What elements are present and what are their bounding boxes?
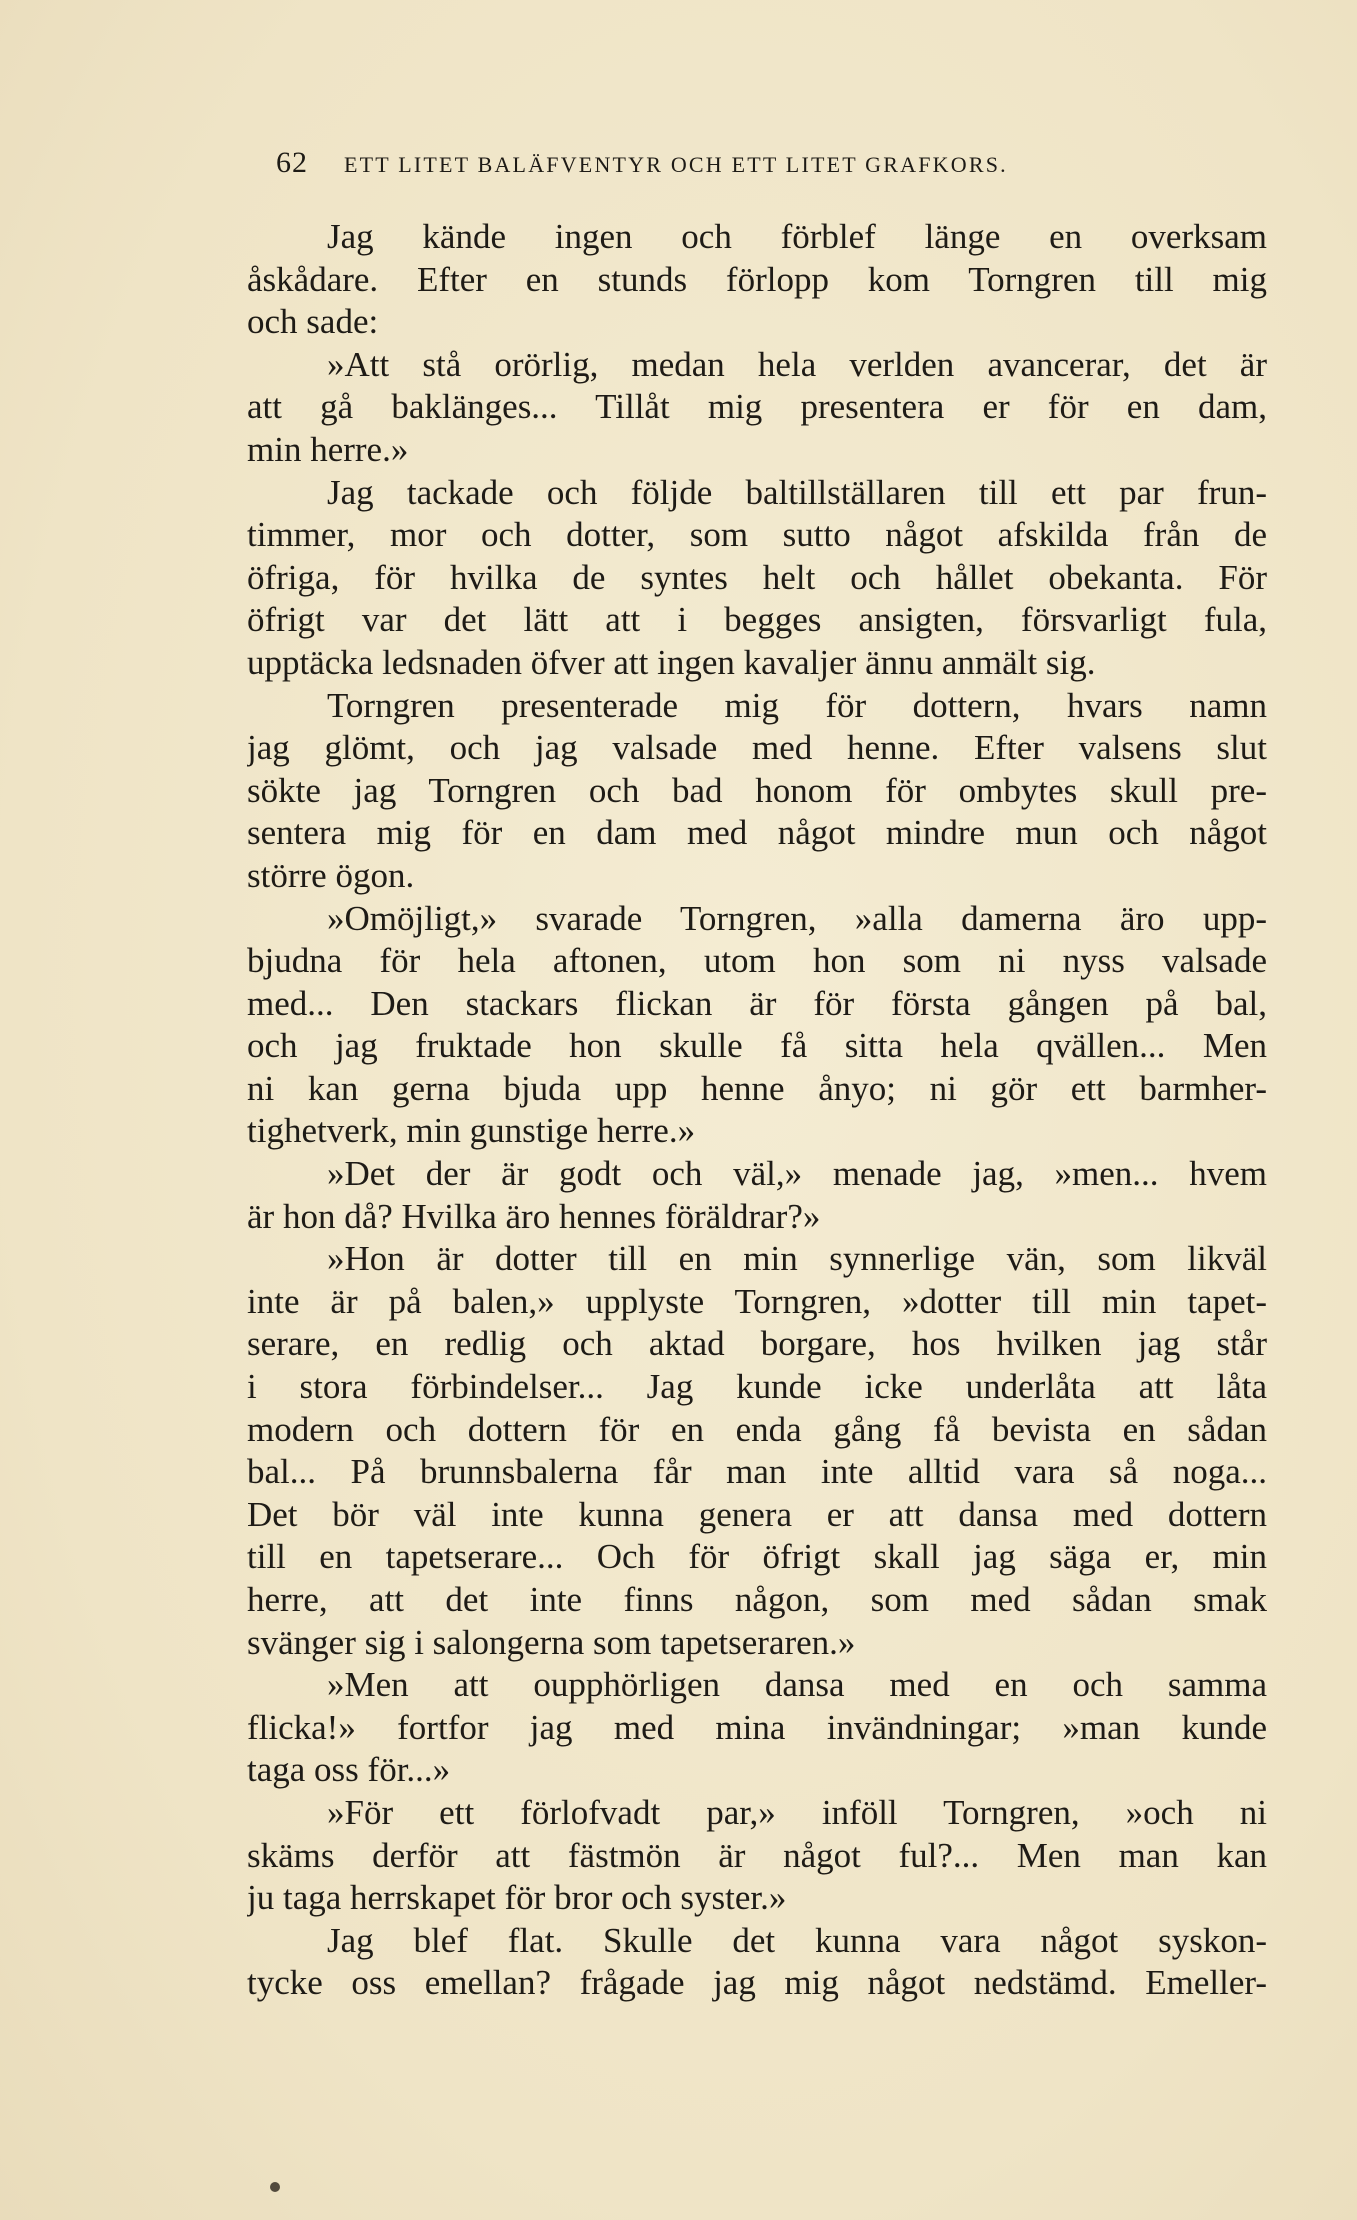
- text-line-content: i stora förbindelser... Jag kunde icke underlåta att låta: [247, 1367, 1267, 1407]
- text-line: [247, 301, 1267, 344]
- text-line-content: och jag fruktade hon skulle få sitta hela qvällen... Men: [247, 1026, 1267, 1066]
- text-line-content: »Men att oupphörligen dansa med en och samma: [327, 1665, 1267, 1705]
- text-line: [247, 1792, 1267, 1835]
- text-line-content: timmer, mor och dotter, som sutto något afskilda från de: [247, 515, 1267, 555]
- text-line: [247, 940, 1267, 983]
- text-line-content: tighetverk, min gunstige herre.»: [247, 1111, 696, 1151]
- text-line: [247, 1494, 1267, 1537]
- text-line: [247, 429, 1267, 472]
- text-line-content: sökte jag Torngren och bad honom för ombytes skull pre-: [247, 770, 1267, 810]
- text-line-content: taga oss för...»: [247, 1750, 451, 1790]
- text-line-content: ni kan gerna bjuda upp henne ånyo; ni gör ett barmher-: [247, 1068, 1267, 1108]
- text-line: [247, 599, 1267, 642]
- text-line-content: serare, en redlig och aktad borgare, hos hvilken jag står: [247, 1324, 1267, 1364]
- text-line-content: flicka!» fortfor jag med mina invändningar; »man kunde: [247, 1707, 1267, 1747]
- text-line-content: jag glömt, och jag valsade med henne. Efter valsens slut: [247, 728, 1267, 768]
- text-line: [247, 1536, 1267, 1579]
- text-line-content: sentera mig för en dam med något mindre mun och något: [247, 813, 1267, 853]
- text-line: [247, 1579, 1267, 1622]
- text-line-content: Jag blef flat. Skulle det kunna vara något syskon-: [327, 1920, 1267, 1960]
- text-line-content: bal... På brunnsbalerna får man inte alltid vara så noga...: [247, 1452, 1267, 1492]
- ink-speck: [270, 2182, 280, 2192]
- running-head: ETT LITET BALÄFVENTYR OCH ETT LITET GRAFKORS.: [344, 152, 1008, 177]
- text-line: [247, 1196, 1267, 1239]
- page-number: 62: [276, 146, 308, 179]
- text-line-content: Jag kände ingen och förblef länge en overksam: [327, 217, 1267, 256]
- text-line: [247, 855, 1267, 898]
- text-line: [247, 386, 1267, 429]
- text-line-content: »Det der är godt och väl,» menade jag, »men... hvem: [327, 1154, 1267, 1194]
- text-line: [247, 1153, 1267, 1196]
- text-line: [247, 1068, 1267, 1111]
- text-line-content: åskådare. Efter en stunds förlopp kom Torngren till mig: [247, 259, 1267, 299]
- text-line: [247, 898, 1267, 941]
- text-line: [247, 685, 1267, 728]
- text-line: [247, 1877, 1267, 1920]
- text-line-content: Jag tackade och följde baltillställaren till ett par frun-: [327, 472, 1267, 512]
- text-line: [247, 1366, 1267, 1409]
- text-line-content: ju taga herrskapet för bror och syster.»: [247, 1878, 787, 1918]
- text-line: [247, 1664, 1267, 1707]
- text-line-content: »För ett förlofvadt par,» inföll Torngren, »och ni: [327, 1792, 1267, 1832]
- body-text: [247, 216, 1267, 2005]
- text-line: [247, 557, 1267, 600]
- text-line-content: »Att stå orörlig, medan hela verlden avancerar, det är: [327, 344, 1267, 384]
- text-line: [247, 812, 1267, 855]
- text-line-content: att gå baklänges... Tillåt mig presentera er för en dam,: [247, 387, 1267, 427]
- text-line-content: Det bör väl inte kunna genera er att dansa med dottern: [247, 1494, 1267, 1534]
- text-line-content: svänger sig i salongerna som tapetseraren.»: [247, 1622, 856, 1662]
- text-line: [247, 1110, 1267, 1153]
- text-line-content: med... Den stackars flickan är för första gången på bal,: [247, 983, 1267, 1023]
- text-line-content: öfriga, för hvilka de syntes helt och hållet obekanta. För: [247, 557, 1267, 597]
- text-line: [247, 642, 1267, 685]
- text-line-content: »Hon är dotter till en min synnerlige vän, som likväl: [327, 1239, 1267, 1279]
- text-line: [247, 514, 1267, 557]
- text-line-content: till en tapetserare... Och för öfrigt skall jag säga er, min: [247, 1537, 1267, 1577]
- text-line: [247, 472, 1267, 515]
- text-line-content: skäms derför att fästmön är något ful?... Men man kan: [247, 1835, 1267, 1875]
- text-line: [247, 1281, 1267, 1324]
- text-line-content: Torngren presenterade mig för dottern, hvars namn: [327, 685, 1267, 725]
- text-line: [247, 1920, 1267, 1963]
- text-line-content: herre, att det inte finns någon, som med sådan smak: [247, 1580, 1267, 1619]
- text-line-content: inte är på balen,» upplyste Torngren, »dotter till min tapet-: [247, 1281, 1267, 1321]
- text-line: [247, 1323, 1267, 1366]
- text-line-content: och sade:: [247, 302, 379, 342]
- text-line-content: upptäcka ledsnaden öfver att ingen kavaljer ännu anmält sig.: [247, 642, 1096, 682]
- text-line: [247, 344, 1267, 387]
- text-line: [247, 770, 1267, 813]
- text-line: [247, 983, 1267, 1026]
- page-header: [276, 146, 1236, 186]
- text-line: [247, 1409, 1267, 1452]
- text-line: [247, 1962, 1267, 2005]
- text-line: [247, 1707, 1267, 1750]
- text-line-content: är hon då? Hvilka äro hennes föräldrar?»: [247, 1196, 821, 1236]
- text-line: [247, 727, 1267, 770]
- text-line: [247, 1622, 1267, 1665]
- text-line-content: bjudna för hela aftonen, utom hon som ni nyss valsade: [247, 941, 1267, 981]
- text-line-content: större ögon.: [247, 855, 415, 895]
- text-line-content: »Omöjligt,» svarade Torngren, »alla damerna äro upp-: [327, 898, 1267, 938]
- text-line: [247, 259, 1267, 302]
- text-line: [247, 1025, 1267, 1068]
- text-line: [247, 1835, 1267, 1878]
- text-line: [247, 1238, 1267, 1281]
- text-line-content: modern och dottern för en enda gång få bevista en sådan: [247, 1409, 1267, 1449]
- text-line: [247, 1749, 1267, 1792]
- text-line-content: tycke oss emellan? frågade jag mig något nedstämd. Emeller-: [247, 1963, 1267, 2003]
- text-line: [247, 1451, 1267, 1494]
- text-line-content: öfrigt var det lätt att i begges ansigten, försvarligt fula,: [247, 600, 1267, 640]
- text-line: [247, 216, 1267, 259]
- text-line-content: min herre.»: [247, 429, 409, 469]
